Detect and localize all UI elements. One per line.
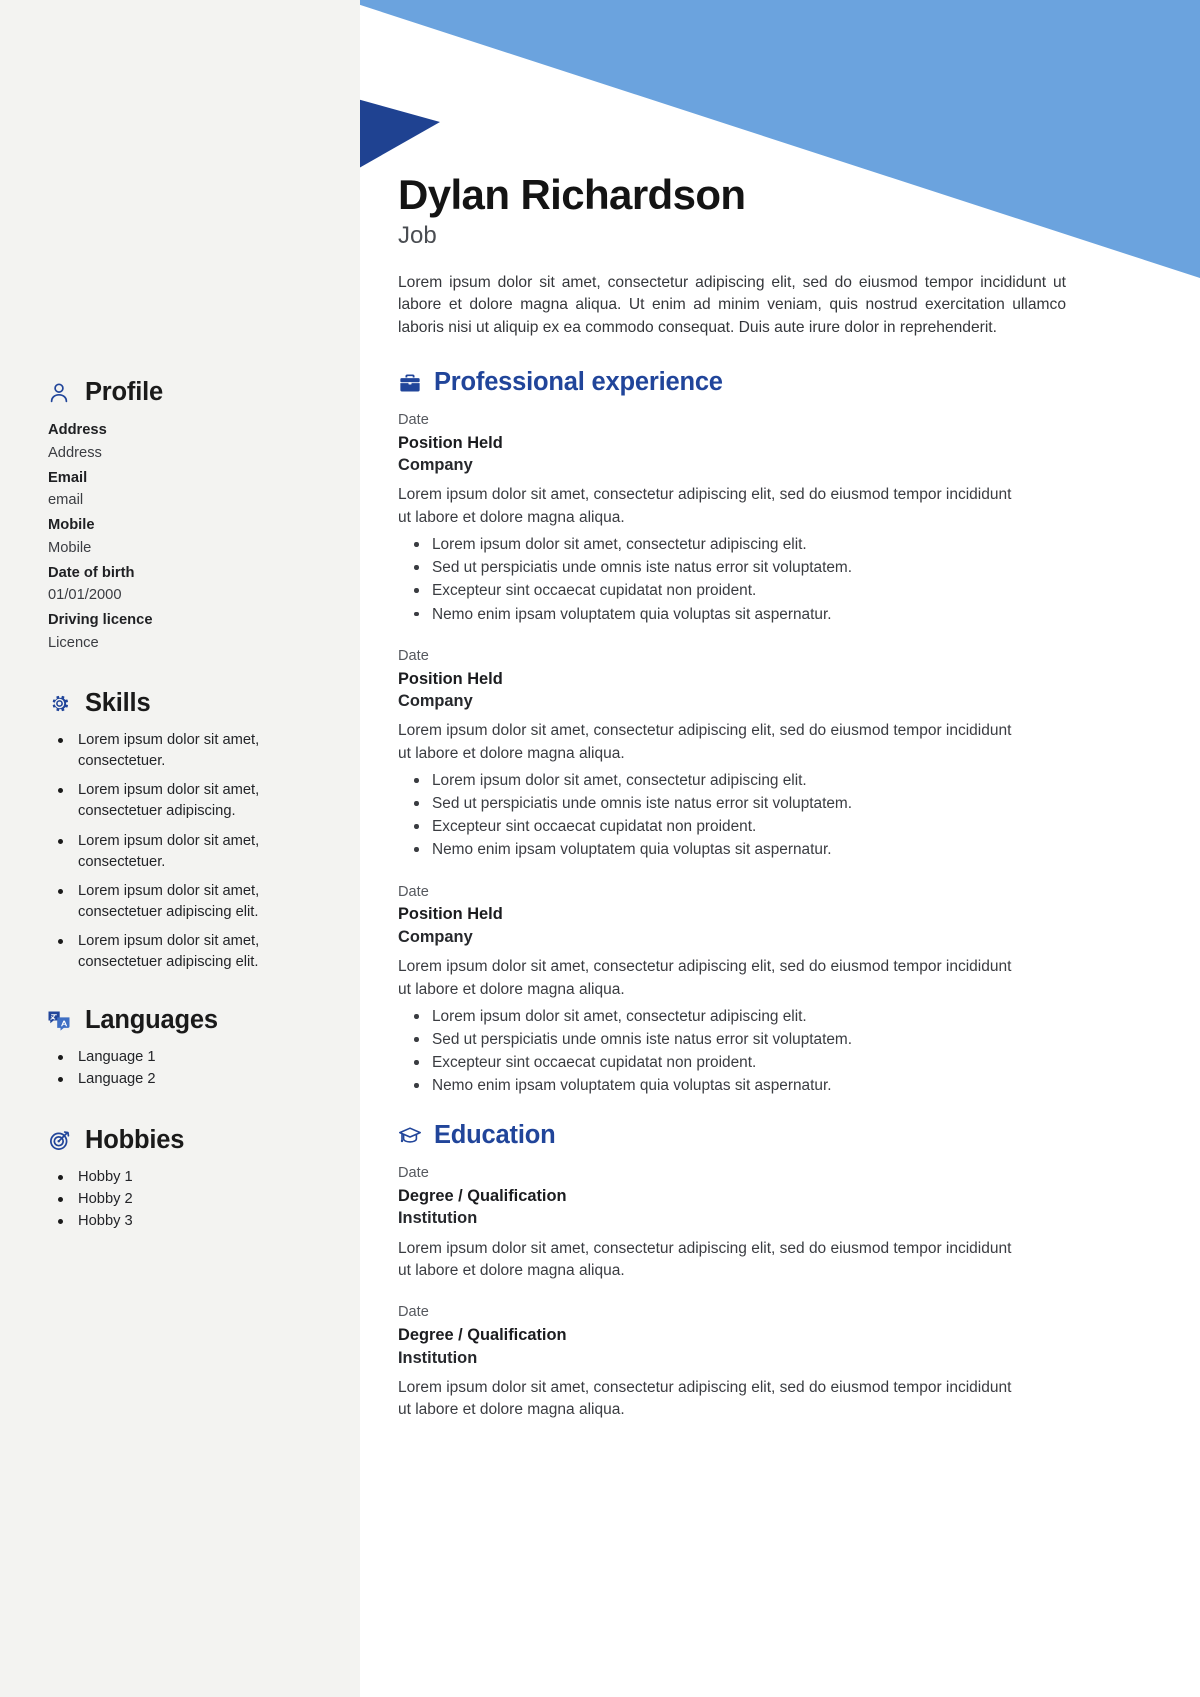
sidebar-section-hobbies — [46, 1128, 338, 1233]
languages-title: Languages — [85, 1005, 218, 1034]
education-title: Education — [434, 1121, 556, 1150]
list-item: Language 2 — [56, 1069, 338, 1090]
profile-value-mobile: Mobile — [48, 539, 92, 556]
languages-list — [46, 1047, 338, 1090]
entry-bullet-list — [398, 769, 1098, 861]
education-entry — [398, 1163, 1098, 1282]
profile-label-address: Address — [48, 422, 107, 438]
sidebar-section-languages — [46, 1005, 338, 1090]
profile-value-address: Address — [48, 444, 102, 461]
experience-entry — [398, 410, 1098, 626]
list-item: Sed ut perspiciatis unde omnis iste natus error sit voluptatem. — [410, 1028, 1098, 1051]
person-icon — [46, 380, 72, 406]
skills-heading — [46, 691, 338, 717]
entry-description: Lorem ipsum dolor sit amet, consectetur adipiscing elit, sed do eiusmod tempor incididunt ut labore et dolore magna aliqua. — [398, 958, 1012, 998]
entry-bullet-list — [398, 1005, 1098, 1097]
graduation-cap-icon — [398, 1124, 422, 1148]
list-item: Lorem ipsum dolor sit amet, consectetuer adipiscing. — [56, 780, 338, 822]
sidebar — [0, 380, 360, 1258]
profile-label-driving-licence: Driving licence — [48, 612, 153, 629]
skills-title: Skills — [85, 689, 151, 718]
experience-entry — [398, 646, 1098, 862]
experience-entry — [398, 882, 1098, 1098]
entry-position: Position Held — [398, 905, 503, 924]
profile-heading — [46, 380, 338, 406]
hobbies-list — [46, 1167, 338, 1233]
gear-icon — [46, 691, 72, 717]
hobbies-heading — [46, 1128, 338, 1154]
education-heading — [398, 1123, 1098, 1149]
list-item: Excepteur sint occaecat cupidatat non proident. — [410, 815, 1098, 838]
education-entry — [398, 1302, 1098, 1421]
list-item: Lorem ipsum dolor sit amet, consectetur adipiscing elit. — [410, 769, 1098, 792]
profile-title: Profile — [85, 378, 163, 407]
entry-institution: Institution — [398, 1348, 478, 1367]
main-column — [398, 172, 1098, 1422]
list-item: Lorem ipsum dolor sit amet, consectetur adipiscing elit. — [410, 1005, 1098, 1028]
entry-description: Lorem ipsum dolor sit amet, consectetur adipiscing elit, sed do eiusmod tempor incididunt ut labore et dolore magna aliqua. — [398, 1378, 1012, 1419]
list-item: Lorem ipsum dolor sit amet, consectetur adipiscing elit. — [410, 533, 1098, 556]
list-item: Language 1 — [56, 1047, 338, 1068]
sidebar-section-skills — [46, 691, 338, 974]
entry-description: Lorem ipsum dolor sit amet, consectetur adipiscing elit, sed do eiusmod tempor incididunt ut labore et dolore magna aliqua. — [398, 722, 1012, 762]
entry-date: Date — [398, 411, 429, 428]
list-item: Sed ut perspiciatis unde omnis iste natus error sit voluptatem. — [410, 556, 1098, 579]
profile-value-email: email — [48, 492, 84, 509]
entry-position: Position Held — [398, 669, 503, 688]
entry-company: Company — [398, 927, 473, 946]
entry-company: Company — [398, 456, 473, 475]
entry-bullet-list — [398, 533, 1098, 625]
experience-title: Professional experience — [434, 368, 723, 397]
job-title: Job — [398, 222, 437, 250]
entry-date: Date — [398, 647, 429, 664]
entry-position: Position Held — [398, 433, 503, 452]
skills-list — [46, 730, 338, 974]
profile-fields — [48, 419, 338, 655]
entry-description: Lorem ipsum dolor sit amet, consectetur adipiscing elit, sed do eiusmod tempor incididunt ut labore et dolore magna aliqua. — [398, 1239, 1012, 1279]
languages-heading — [46, 1005, 338, 1034]
list-item: Nemo enim ipsam voluptatem quia voluptas sit aspernatur. — [410, 1074, 1098, 1097]
entry-date: Date — [398, 883, 429, 900]
page-title: Dylan Richardson — [398, 171, 746, 218]
translate-icon — [46, 1008, 72, 1034]
list-item: Lorem ipsum dolor sit amet, consectetuer adipiscing elit. — [56, 881, 338, 923]
target-icon — [46, 1128, 72, 1154]
list-item: Excepteur sint occaecat cupidatat non proident. — [410, 579, 1098, 602]
list-item: Hobby 3 — [56, 1211, 338, 1232]
experience-heading — [398, 370, 1098, 396]
list-item: Lorem ipsum dolor sit amet, consectetuer. — [56, 730, 338, 772]
section-education — [398, 1123, 1098, 1421]
entry-institution: Institution — [398, 1209, 478, 1228]
entry-degree: Degree / Qualification — [398, 1326, 567, 1345]
hobbies-title: Hobbies — [85, 1126, 185, 1155]
profile-summary: Lorem ipsum dolor sit amet, consectetur adipiscing elit, sed do eiusmod tempor incididunt ut labore et dolore magna aliqua. Ut enim ad minim veniam, quis nostrud exercitation ullamco laboris nisi ut aliquip ex ea commodo consequat. Duis aute irure dolor in reprehenderit. — [398, 273, 1066, 337]
sidebar-section-profile — [46, 380, 338, 655]
entry-company: Company — [398, 691, 473, 710]
list-item: Lorem ipsum dolor sit amet, consectetuer. — [56, 831, 338, 873]
list-item: Nemo enim ipsam voluptatem quia voluptas sit aspernatur. — [410, 838, 1098, 861]
briefcase-icon — [398, 371, 422, 395]
entry-date: Date — [398, 1164, 429, 1181]
profile-value-date-of-birth: 01/01/2000 — [48, 587, 122, 604]
list-item: Sed ut perspiciatis unde omnis iste natus error sit voluptatem. — [410, 792, 1098, 815]
profile-label-date-of-birth: Date of birth — [48, 564, 135, 581]
entry-date: Date — [398, 1304, 429, 1321]
section-professional-experience — [398, 370, 1098, 1097]
list-item: Excepteur sint occaecat cupidatat non proident. — [410, 1051, 1098, 1074]
list-item: Hobby 2 — [56, 1189, 338, 1210]
list-item: Hobby 1 — [56, 1167, 338, 1188]
profile-label-mobile: Mobile — [48, 517, 95, 534]
entry-degree: Degree / Qualification — [398, 1186, 567, 1205]
profile-value-driving-licence: Licence — [48, 635, 99, 652]
profile-label-email: Email — [48, 469, 88, 486]
list-item: Nemo enim ipsam voluptatem quia voluptas sit aspernatur. — [410, 603, 1098, 626]
entry-description: Lorem ipsum dolor sit amet, consectetur adipiscing elit, sed do eiusmod tempor incididunt ut labore et dolore magna aliqua. — [398, 486, 1012, 526]
list-item: Lorem ipsum dolor sit amet, consectetuer adipiscing elit. — [56, 931, 338, 973]
